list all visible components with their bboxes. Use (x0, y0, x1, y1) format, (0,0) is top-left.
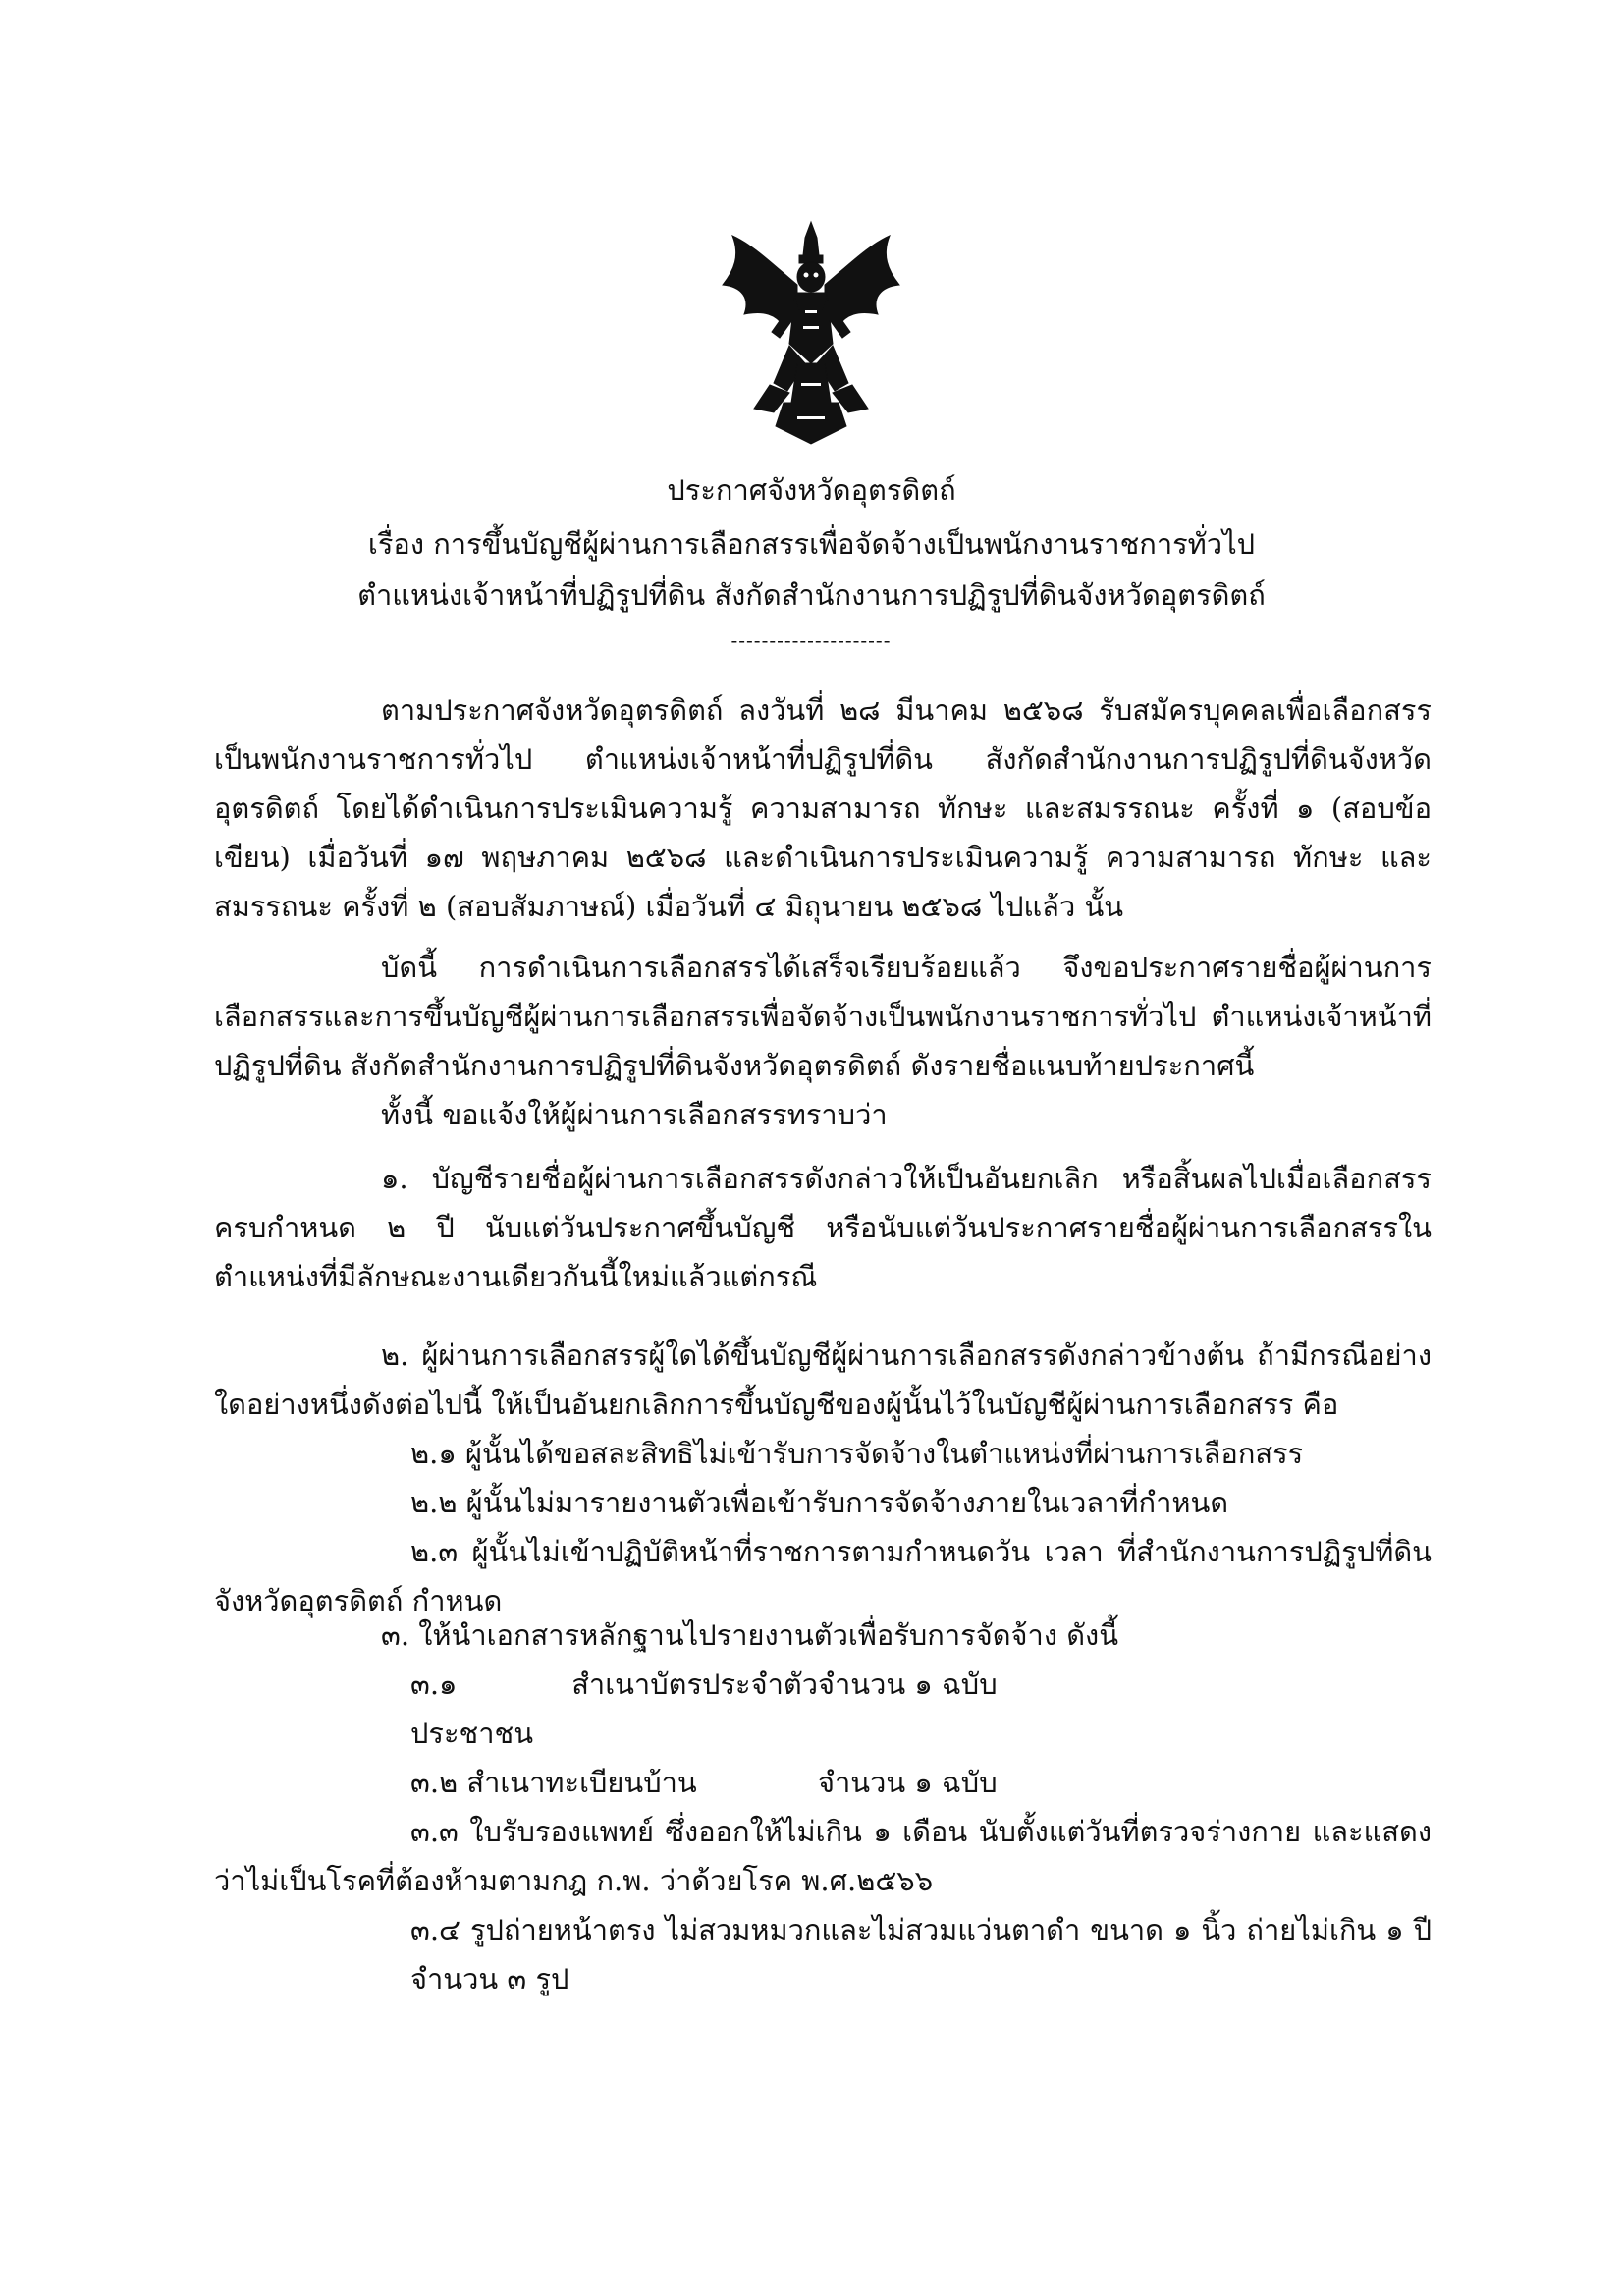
document-row (214, 1758, 1432, 1807)
clause-3-4-text: ๓.๔ รูปถ่ายหน้าตรง ไม่สวมหมวกและไม่สวมแว่นตาดำ ขนาด ๑ นิ้ว ถ่ายไม่เกิน ๑ ปี จำนวน ๓ รูป (410, 1913, 1432, 1995)
clause-1 (214, 1154, 1432, 1301)
document-name: ๓.๒ สำเนาทะเบียนบ้าน (410, 1766, 697, 1799)
clause-3-3-text: ๓.๓ ใบรับรองแพทย์ ซึ่งออกให้ไม่เกิน ๑ เดือน นับตั้งแต่วันที่ตรวจร่างกาย และแสดงว่าไม่เป็นโรคที่ต้องห้ามตามกฎ ก.พ. ว่าด้วยโรค พ.ศ.๒๕๖๖ (214, 1815, 1432, 1897)
clause-3-text: ๓. ให้นำเอกสารหลักฐานไปรายงานตัวเพื่อรับการจัดจ้าง ดังนี้ (381, 1618, 1119, 1652)
garuda-emblem-icon (715, 216, 907, 452)
paragraph-background (214, 685, 1432, 931)
paragraph-thus-text: ทั้งนี้ ขอแจ้งให้ผู้ผ่านการเลือกสรรทราบว่า (381, 1098, 888, 1131)
clause-2-2-text: ๒.๒ ผู้นั้นไม่มารายงานตัวเพื่อเข้ารับการจัดจ้างภายในเวลาที่กำหนด (410, 1486, 1229, 1519)
announcement-position: ตำแหน่งเจ้าหน้าที่ปฏิรูปที่ดิน สังกัดสำนักงานการปฏิรูปที่ดินจังหวัดอุตรดิตถ์ (357, 578, 1266, 612)
announcement-subject: เรื่อง การขึ้นบัญชีผู้ผ่านการเลือกสรรเพื่อจัดจ้างเป็นพนักงานราชการทั่วไป (367, 527, 1256, 561)
document-name: ๓.๑ สำเนาบัตรประจำตัวประชาชน (410, 1667, 818, 1750)
clause-2-text: ๒. ผู้ผ่านการเลือกสรรผู้ใดได้ขึ้นบัญชีผู้ผ่านการเลือกสรรดังกล่าวข้างต้น ถ้ามีกรณีอย่างใดอย่างหนึ่งดังต่อไปนี้ ให้เป็นอันยกเลิกการขึ้นบัญชีของผู้นั้นไว้ในบัญชีผู้ผ่านการเลือกสรร คือ (214, 1339, 1432, 1421)
heading-separator: --------------------- (730, 629, 892, 652)
paragraph-main-text: ตามประกาศจังหวัดอุตรดิตถ์ ลงวันที่ ๒๘ มีนาคม ๒๕๖๘ รับสมัครบุคคลเพื่อเลือกสรรเป็นพนักงานราชการทั่วไป ตำแหน่งเจ้าหน้าที่ปฏิรูปที่ดิน สังกัดสำนักงานการปฏิรูปที่ดินจังหวัดอุตรดิตถ์ โดยได้ดำเนินการประเมินความรู้ ความสามารถ ทักษะ และสมรรถนะ ครั้งที่ ๑ (สอบข้อเขียน) เมื่อวันที่ ๑๗ พฤษภาคม ๒๕๖๘ และดำเนินการประเมินความรู้ ความสามารถ ทักษะ และสมรรถนะ ครั้งที่ ๒ (สอบสัมภาษณ์) เมื่อวันที่ ๔ มิถุนายน ๒๕๖๘ ไปแล้ว นั้น (214, 693, 1432, 923)
document-row (214, 1660, 1432, 1758)
clause-3 (214, 1611, 1432, 2003)
clause-2-1-text: ๒.๑ ผู้นั้นได้ขอสละสิทธิไม่เข้ารับการจัดจ้างในตำแหน่งที่ผ่านการเลือกสรร (410, 1437, 1304, 1470)
clause-2 (214, 1331, 1432, 1625)
clause-2-3-text: ๒.๓ ผู้นั้นไม่เข้าปฏิบัติหน้าที่ราชการตามกำหนดวัน เวลา ที่สำนักงานการปฏิรูปที่ดินจังหวัดอุตรดิตถ์ กำหนด (214, 1535, 1432, 1617)
paragraph-now-text: บัดนี้ การดำเนินการเลือกสรรได้เสร็จเรียบร้อยแล้ว จึงขอประกาศรายชื่อผู้ผ่านการเลือกสรรและการขึ้นบัญชีผู้ผ่านการเลือกสรรเพื่อจัดจ้างเป็นพนักงานราชการทั่วไป ตำแหน่งเจ้าหน้าที่ปฏิรูปที่ดิน สังกัดสำนักงานการปฏิรูปที่ดินจังหวัดอุตรดิตถ์ ดังรายชื่อแนบท้ายประกาศนี้ (214, 951, 1432, 1082)
document-quantity: จำนวน ๑ ฉบับ (818, 1667, 998, 1701)
document-quantity: จำนวน ๑ ฉบับ (818, 1766, 998, 1799)
announcement-title: ประกาศจังหวัดอุตรดิตถ์ (667, 473, 956, 507)
paragraph-announcement (214, 943, 1432, 1090)
paragraph-notice (214, 1090, 1432, 1139)
clause-1-text: ๑. บัญชีรายชื่อผู้ผ่านการเลือกสรรดังกล่าวให้เป็นอันยกเลิก หรือสิ้นผลไปเมื่อเลือกสรรครบกำหนด ๒ ปี นับแต่วันประกาศขึ้นบัญชี หรือนับแต่วันประกาศรายชื่อผู้ผ่านการเลือกสรรในตำแหน่งที่มีลักษณะงานเดียวกันนี้ใหม่แล้วแต่กรณี (214, 1162, 1432, 1293)
